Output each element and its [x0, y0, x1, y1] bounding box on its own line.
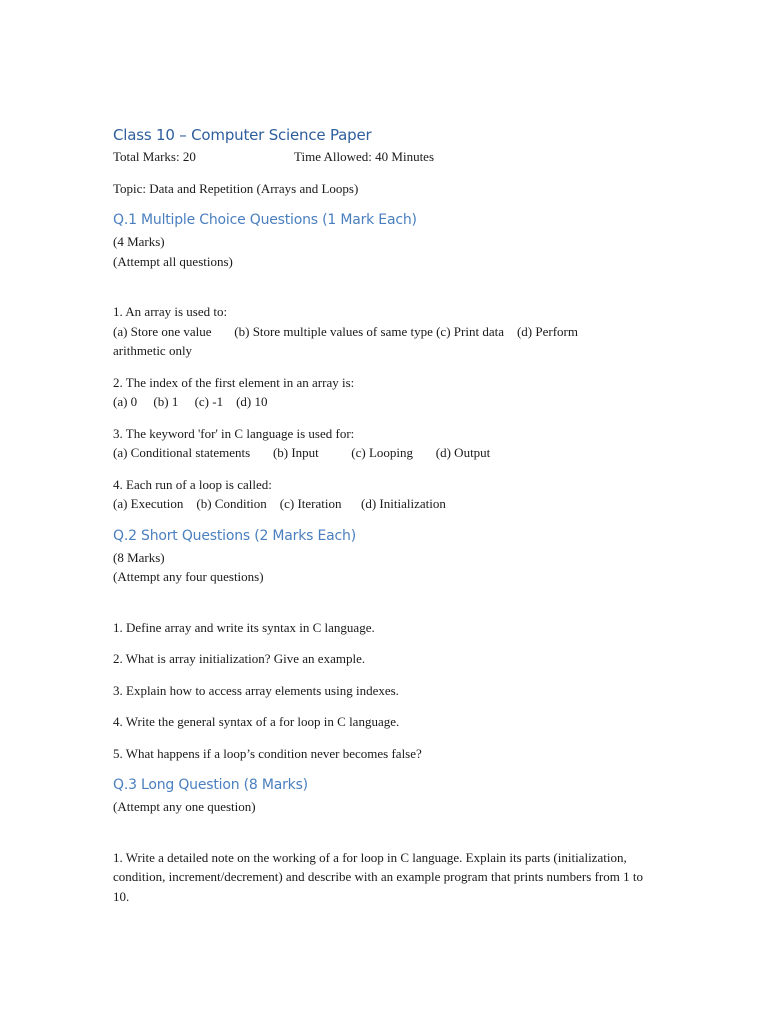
- mcq-options: [113, 322, 653, 342]
- section1-instruction: (Attempt all questions): [113, 253, 233, 269]
- section3-heading: Q.3 Long Question (8 Marks): [113, 777, 308, 793]
- mcq-item: [113, 302, 653, 361]
- section2-instruction: (Attempt any four questions): [113, 569, 264, 584]
- mcq-item: [113, 373, 653, 412]
- section3-instruction: (Attempt any one question): [113, 799, 256, 814]
- section2-heading: Q.2 Short Questions (2 Marks Each): [113, 527, 356, 544]
- mcq-options-text: (a) Conditional statements (b) Input (c) Looping (d) Output: [113, 445, 491, 460]
- mcq-question: 4. Each run of a loop is called:: [113, 476, 272, 492]
- topic-line: Topic: Data and Repetition (Arrays and Loops): [113, 180, 359, 196]
- mcq-options-text: (a) Execution (b) Condition (c) Iteration (d) Initialization: [113, 496, 446, 511]
- mcq-question: 2. The index of the first element in an array is:: [113, 374, 355, 390]
- section2-marks: (8 Marks): [113, 549, 165, 565]
- spacer: [113, 587, 653, 618]
- time-allowed: Time Allowed: 40 Minutes: [294, 149, 435, 164]
- section1-heading: Q.1 Multiple Choice Questions (1 Mark Each): [113, 212, 417, 228]
- mcq-question: 1. An array is used to:: [113, 304, 228, 319]
- long-question: 1. Write a detailed note on the working of a for loop in C language. Explain its parts (initialization, condition, increment/decrement) and describe with an example program that prints numbers from 1 to 10.: [113, 849, 643, 904]
- mcq-question: 3. The keyword 'for' in C language is used for:: [113, 425, 355, 441]
- page-content: [113, 124, 653, 906]
- mcq-item: [113, 424, 653, 463]
- section1-marks: (4 Marks): [113, 234, 165, 249]
- short-question: 1. Define array and write its syntax in C language.: [113, 619, 375, 635]
- short-question: 2. What is array initialization? Give an example.: [113, 651, 366, 666]
- spacer: [113, 271, 653, 302]
- meta-row: [113, 147, 653, 167]
- mcq-item: [113, 475, 653, 514]
- total-marks: Total Marks: 20: [113, 149, 196, 164]
- mcq-options-text: (a) Store one value (b) Store multiple values of same type (c) Print data (d) Perform: [113, 323, 578, 339]
- mcq-options: [113, 392, 653, 412]
- mcq-options: [113, 494, 653, 514]
- short-question: 3. Explain how to access array elements using indexes.: [113, 682, 399, 698]
- paper-title: Class 10 – Computer Science Paper: [113, 126, 372, 144]
- spacer: [113, 817, 653, 848]
- mcq-options-continued: arithmetic only: [113, 343, 193, 358]
- short-question: 5. What happens if a loop’s condition never becomes false?: [113, 745, 422, 761]
- mcq-options: [113, 443, 653, 463]
- short-question: 4. Write the general syntax of a for loop in C language.: [113, 714, 400, 729]
- mcq-options-text: (a) 0 (b) 1 (c) -1 (d) 10: [113, 394, 268, 409]
